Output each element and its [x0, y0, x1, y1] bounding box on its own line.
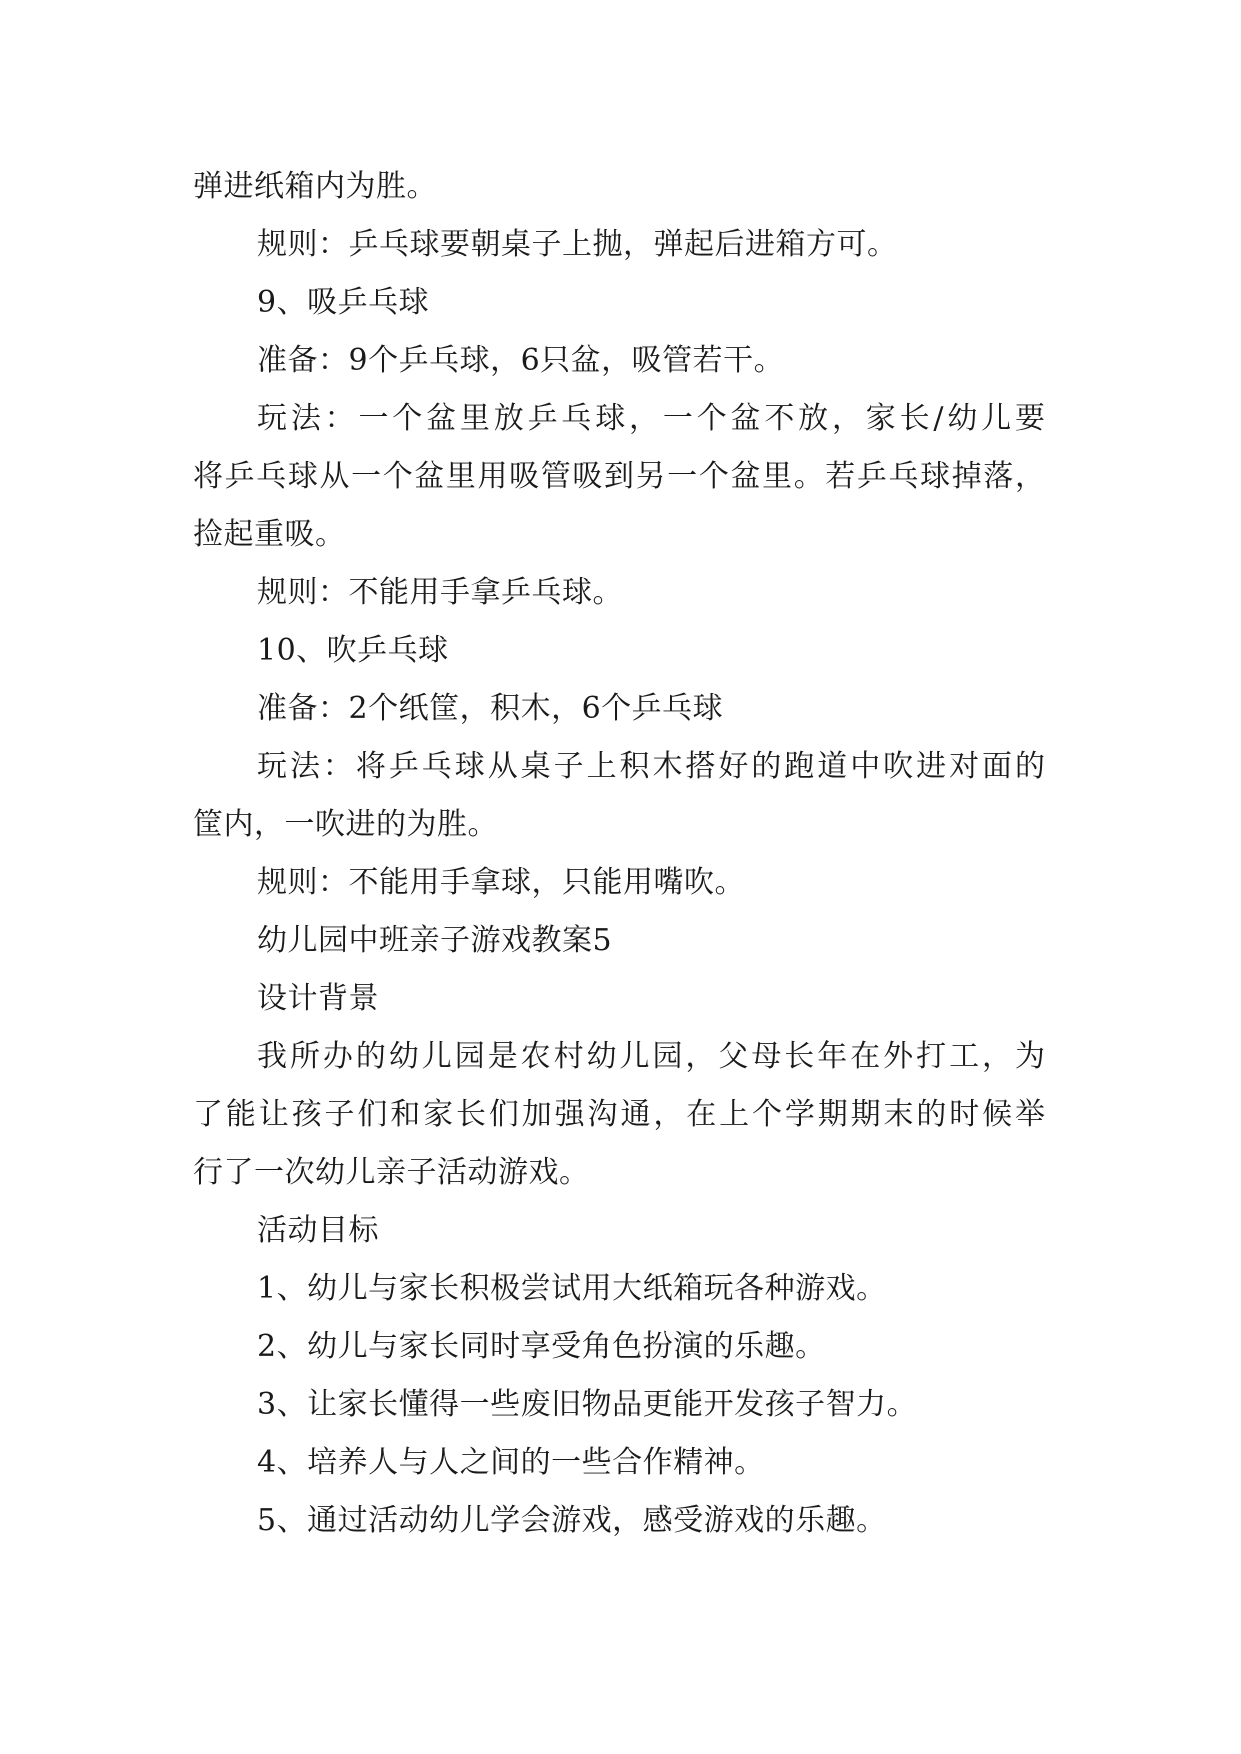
gameplay-line: 将乒乓球从一个盆里用吸管吸到另一个盆里。若乒乓球掉落，: [193, 459, 1045, 494]
gameplay-line: 捡起重吸。: [193, 517, 346, 552]
gameplay-line: 玩法：一个盆里放乒乓球，一个盆不放，家长/幼儿要: [257, 401, 1045, 436]
preparation-line: 准备：9个乒乓球，6只盆，吸管若干。: [257, 343, 785, 378]
paragraph-line: 我所办的幼儿园是农村幼儿园，父母长年在外打工，为: [257, 1039, 1045, 1074]
game-heading: 10、吹乒乓球: [257, 633, 449, 668]
gameplay-line: 筐内，一吹进的为胜。: [193, 807, 498, 842]
goal-item: 4、培养人与人之间的一些合作精神。: [257, 1445, 765, 1480]
text-line: 弹进纸箱内为胜。: [193, 169, 437, 204]
paragraph-line: 了能让孩子们和家长们加强沟通，在上个学期期末的时候举: [193, 1097, 1045, 1132]
paragraph-line: 行了一次幼儿亲子活动游戏。: [193, 1155, 590, 1190]
goal-item: 5、通过活动幼儿学会游戏，感受游戏的乐趣。: [257, 1503, 887, 1538]
section-heading: 设计背景: [257, 981, 379, 1016]
rule-line: 规则：不能用手拿乒乓球。: [257, 575, 623, 610]
section-title: 幼儿园中班亲子游戏教案5: [257, 923, 613, 958]
goal-item: 1、幼儿与家长积极尝试用大纸箱玩各种游戏。: [257, 1271, 887, 1306]
section-heading: 活动目标: [257, 1213, 379, 1248]
gameplay-line: 玩法：将乒乓球从桌子上积木搭好的跑道中吹进对面的: [257, 749, 1045, 784]
game-heading: 9、吸乒乓球: [257, 285, 430, 320]
goal-item: 2、幼儿与家长同时享受角色扮演的乐趣。: [257, 1329, 826, 1364]
preparation-line: 准备：2个纸筐，积木，6个乒乓球: [257, 691, 724, 726]
rule-line: 规则：不能用手拿球，只能用嘴吹。: [257, 865, 745, 900]
rule-line: 规则：乒乓球要朝桌子上抛，弹起后进箱方可。: [257, 227, 898, 262]
goal-item: 3、让家长懂得一些废旧物品更能开发孩子智力。: [257, 1387, 918, 1422]
